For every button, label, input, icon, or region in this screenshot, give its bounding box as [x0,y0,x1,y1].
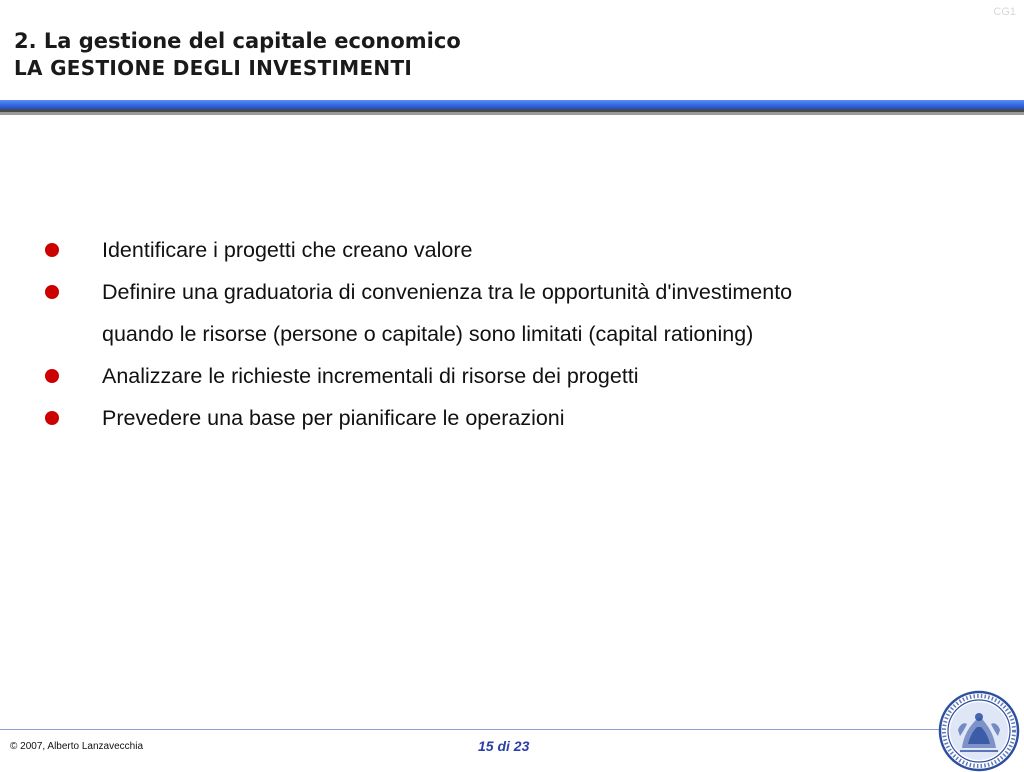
slide-subtitle: LA GESTIONE DEGLI INVESTIMENTI [14,56,413,80]
bullet-list [44,229,1004,439]
footer-rule [0,729,940,730]
bullet-item [44,355,1004,397]
bullet-item [44,397,1004,439]
bullet-text: Analizzare le richieste incrementali di risorse dei progetti [102,364,639,388]
header-rule-grey [0,112,1024,115]
bullet-dot-icon [45,285,59,299]
bullet-continuation [44,313,1004,355]
university-seal-icon [938,690,1020,772]
bullet-dot-icon [45,369,59,383]
bullet-text-continued: quando le risorse (persone o capitale) sono limitati (capital rationing) [102,322,754,346]
slide-title: 2. La gestione del capitale economico [14,29,461,53]
bullet-text: Definire una graduatoria di convenienza tra le opportunità d'investimento [102,280,793,304]
bullet-text: Identificare i progetti che creano valore [102,238,473,262]
bullet-dot-icon [45,243,59,257]
bullet-text: Prevedere una base per pianificare le operazioni [102,406,565,430]
bullet-dot-icon [45,411,59,425]
title-block [14,27,461,81]
bullet-item [44,229,1004,271]
page-number: 15 di 23 [478,738,530,754]
header-rule-blue [0,100,1024,109]
slide-code-tag: CG1 [993,6,1016,18]
bullet-item [44,271,1004,313]
copyright-text: © 2007, Alberto Lanzavecchia [10,741,144,752]
